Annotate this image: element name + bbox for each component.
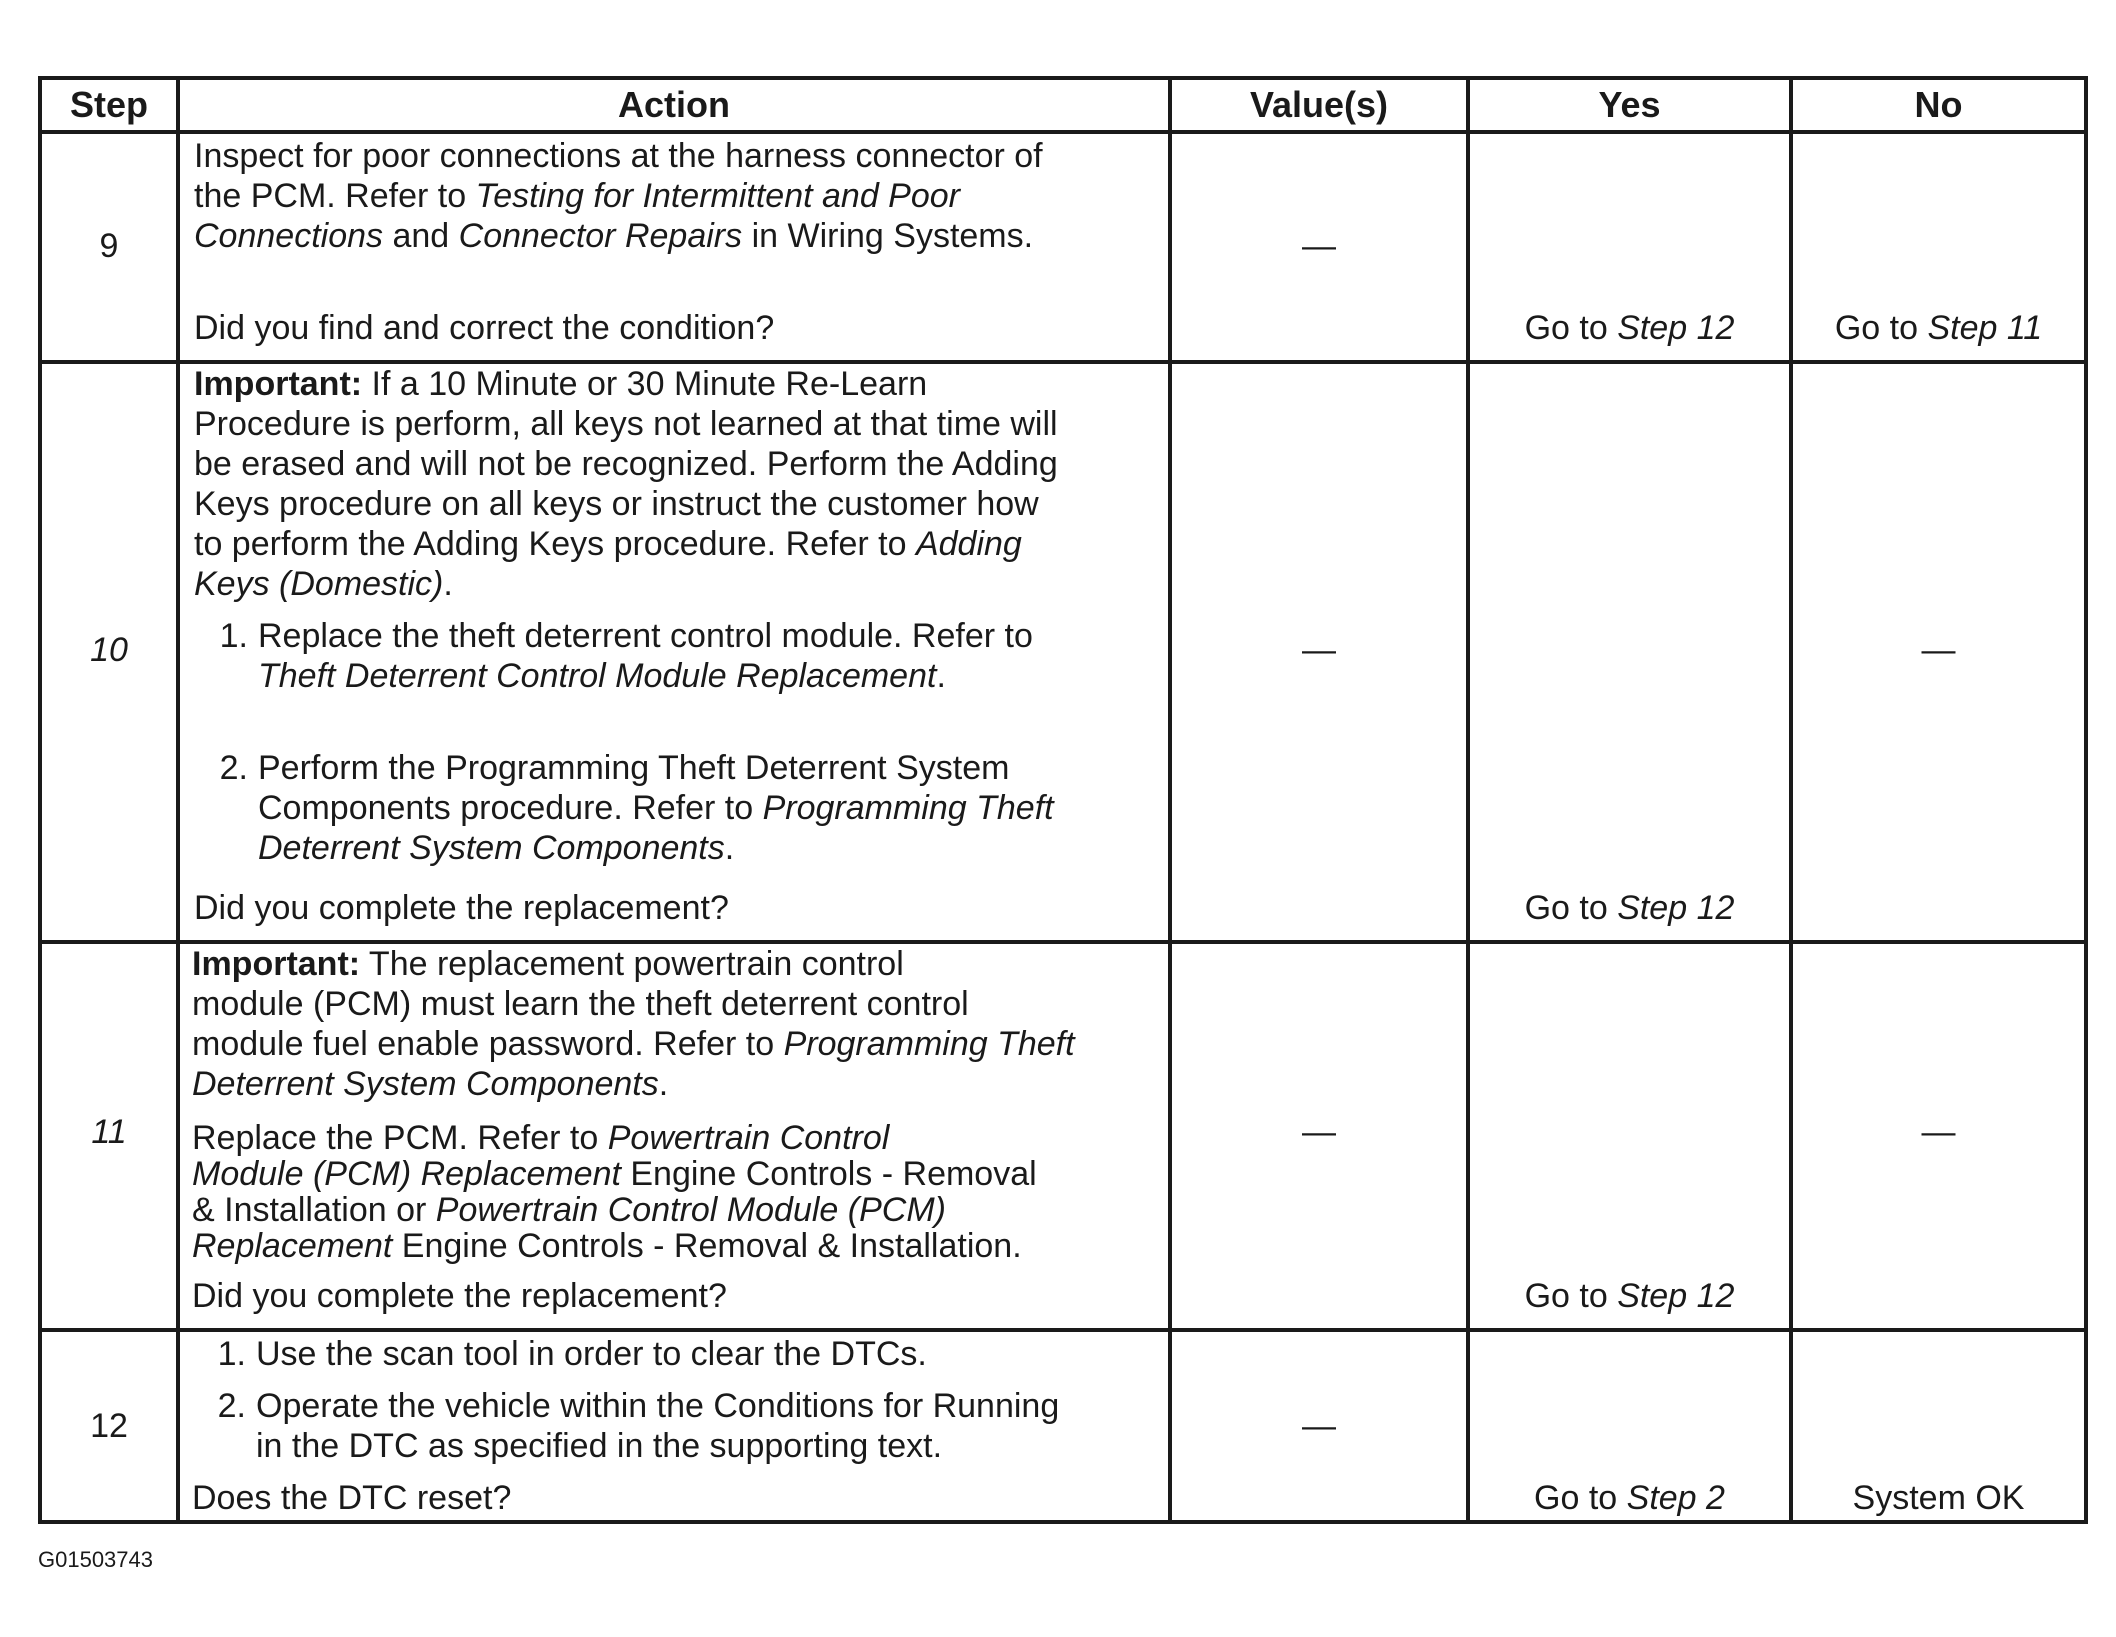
values-cell: — xyxy=(1302,631,1336,669)
action-text: & Installation or Powertrain Control Module (PCM) xyxy=(192,1191,946,1229)
action-text: module fuel enable password. Refer to Programming Theft xyxy=(192,1025,1075,1063)
list-item: Deterrent System Components. xyxy=(258,829,735,867)
action-text: Important: The replacement powertrain control xyxy=(192,945,904,983)
action-question: Did you complete the replacement? xyxy=(192,1277,727,1315)
action-text: Deterrent System Components. xyxy=(192,1065,669,1103)
no-cell: — xyxy=(1921,1113,1956,1151)
yes-cell: Go to Step 12 xyxy=(1524,1277,1735,1315)
action-text: Procedure is perform, all keys not learned at that time will xyxy=(194,405,1058,443)
list-item: in the DTC as specified in the supporting text. xyxy=(256,1427,943,1465)
row-divider xyxy=(42,130,2084,134)
list-item: 1. Replace the theft deterrent control module. Refer to xyxy=(219,617,1033,655)
header-action: Action xyxy=(618,84,730,125)
col-divider xyxy=(176,80,180,1520)
header-yes: Yes xyxy=(1598,84,1661,125)
col-divider xyxy=(1789,80,1793,1520)
list-item: 2. Operate the vehicle within the Conditions for Running xyxy=(217,1387,1060,1425)
step-number: 9 xyxy=(99,227,119,265)
list-item: Components procedure. Refer to Programming Theft xyxy=(258,789,1054,827)
no-cell: — xyxy=(1921,631,1956,669)
list-item: 1. Use the scan tool in order to clear the DTCs. xyxy=(217,1335,927,1373)
action-question: Does the DTC reset? xyxy=(192,1479,512,1517)
figure-id: G01503743 xyxy=(38,1547,153,1572)
action-text: to perform the Adding Keys procedure. Refer to Adding xyxy=(194,525,1022,563)
action-text: Replace the PCM. Refer to Powertrain Control xyxy=(192,1119,890,1157)
step-number: 10 xyxy=(90,631,128,669)
action-text: Important: If a 10 Minute or 30 Minute Re-Learn xyxy=(194,365,928,403)
action-text: be erased and will not be recognized. Perform the Adding xyxy=(194,445,1058,483)
col-divider xyxy=(1168,80,1172,1520)
action-question: Did you complete the replacement? xyxy=(194,889,729,927)
action-text: Module (PCM) Replacement Engine Controls - Removal xyxy=(192,1155,1037,1193)
step-number: 12 xyxy=(90,1407,128,1445)
values-cell: — xyxy=(1302,227,1336,265)
yes-cell: Go to Step 12 xyxy=(1524,889,1735,927)
yes-cell: Go to Step 12 xyxy=(1524,309,1735,347)
values-cell: — xyxy=(1302,1113,1336,1151)
action-text: Keys (Domestic). xyxy=(194,565,453,603)
header-values: Value(s) xyxy=(1249,84,1389,125)
action-text: Inspect for poor connections at the harness connector of xyxy=(194,137,1043,175)
row-divider xyxy=(42,1328,2084,1332)
header-step: Step xyxy=(69,84,148,125)
values-cell: — xyxy=(1302,1407,1336,1445)
action-question: Did you find and correct the condition? xyxy=(194,309,775,347)
header-no: No xyxy=(1914,84,1963,125)
action-text: Connections and Connector Repairs in Wiring Systems. xyxy=(194,217,1034,255)
action-text: Keys procedure on all keys or instruct the customer how xyxy=(194,485,1039,523)
no-cell: Go to Step 11 xyxy=(1834,309,2043,347)
no-cell: System OK xyxy=(1852,1479,2025,1517)
step-number: 11 xyxy=(91,1113,127,1151)
yes-cell: Go to Step 2 xyxy=(1534,1479,1725,1517)
action-text: the PCM. Refer to Testing for Intermittent and Poor xyxy=(194,177,960,215)
list-item: 2. Perform the Programming Theft Deterrent System xyxy=(219,749,1010,787)
action-text: Replacement Engine Controls - Removal & Installation. xyxy=(192,1227,1022,1265)
diagnostic-table xyxy=(38,76,2088,1524)
list-item: Theft Deterrent Control Module Replacement. xyxy=(258,657,946,695)
action-text: module (PCM) must learn the theft deterrent control xyxy=(192,985,969,1023)
